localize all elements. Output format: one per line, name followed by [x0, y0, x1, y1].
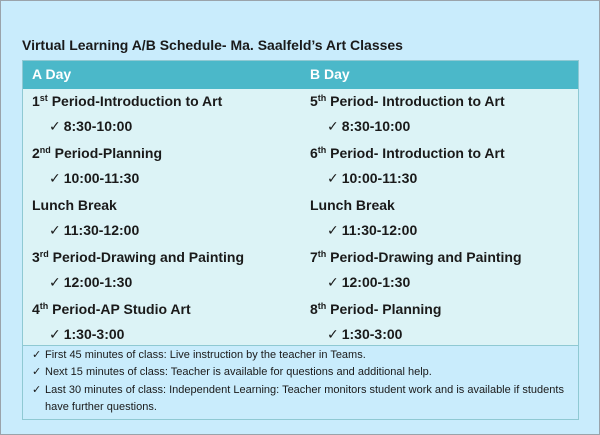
check-icon: ✓: [327, 170, 339, 186]
check-icon: ✓: [49, 274, 61, 290]
period-label: 2nd Period-Planning: [32, 145, 163, 161]
a-day-header: A Day: [32, 66, 72, 82]
a-day-column: [32, 89, 302, 349]
period-time: ✓ 11:30-12:00: [327, 222, 418, 238]
check-icon: ✓: [32, 384, 42, 396]
period-time: ✓ 8:30-10:00: [327, 118, 411, 134]
check-icon: ✓: [49, 170, 61, 186]
period-time: ✓ 8:30-10:00: [49, 118, 133, 134]
note-item: ✓ Next 15 minutes of class: Teacher is available for questions and additional help.: [45, 364, 575, 381]
schedule-entry: [32, 193, 302, 245]
period-label: 5th Period- Introduction to Art: [310, 93, 505, 109]
period-label: 6th Period- Introduction to Art: [310, 145, 505, 161]
period-time: ✓ 12:00-1:30: [327, 274, 411, 290]
schedule-entry: [32, 297, 302, 349]
period-time: ✓ 11:30-12:00: [49, 222, 140, 238]
schedule-table: [22, 60, 579, 346]
period-label: 1st Period-Introduction to Art: [32, 93, 223, 109]
check-icon: ✓: [32, 366, 42, 378]
check-icon: ✓: [32, 349, 42, 361]
check-icon: ✓: [327, 222, 339, 238]
check-icon: ✓: [327, 274, 339, 290]
b-day-column: [310, 89, 580, 349]
note-item: ✓ Last 30 minutes of class: Independent Learning: Teacher monitors student work and is available if students have further questions.: [32, 384, 564, 413]
schedule-entry: [32, 245, 302, 297]
b-day-header: B Day: [310, 66, 350, 82]
schedule-entry: [310, 245, 580, 297]
check-icon: ✓: [49, 326, 61, 342]
period-time: ✓ 12:00-1:30: [49, 274, 133, 290]
schedule-entry: [310, 89, 580, 141]
page-title: Virtual Learning A/B Schedule- Ma. Saalfeld’s Art Classes: [22, 37, 403, 53]
period-label: Lunch Break: [310, 197, 395, 213]
check-icon: ✓: [49, 118, 61, 134]
period-time: ✓ 10:00-11:30: [327, 170, 418, 186]
check-icon: ✓: [327, 326, 339, 342]
table-header-row: [23, 61, 578, 89]
period-time: ✓ 1:30-3:00: [327, 326, 403, 342]
period-label: 4th Period-AP Studio Art: [32, 301, 191, 317]
period-label: 8th Period- Planning: [310, 301, 442, 317]
schedule-entry: [32, 141, 302, 193]
check-icon: ✓: [327, 118, 339, 134]
period-label: 7th Period-Drawing and Painting: [310, 249, 522, 265]
schedule-entry: [310, 297, 580, 349]
period-label: Lunch Break: [32, 197, 117, 213]
check-icon: ✓: [49, 222, 61, 238]
notes-section: [22, 346, 579, 420]
period-time: ✓ 10:00-11:30: [49, 170, 140, 186]
note-item: ✓ First 45 minutes of class: Live instruction by the teacher in Teams.: [45, 347, 575, 364]
period-time: ✓ 1:30-3:00: [49, 326, 125, 342]
period-label: 3rd Period-Drawing and Painting: [32, 249, 245, 265]
schedule-entry: [310, 141, 580, 193]
schedule-entry: [310, 193, 580, 245]
schedule-entry: [32, 89, 302, 141]
